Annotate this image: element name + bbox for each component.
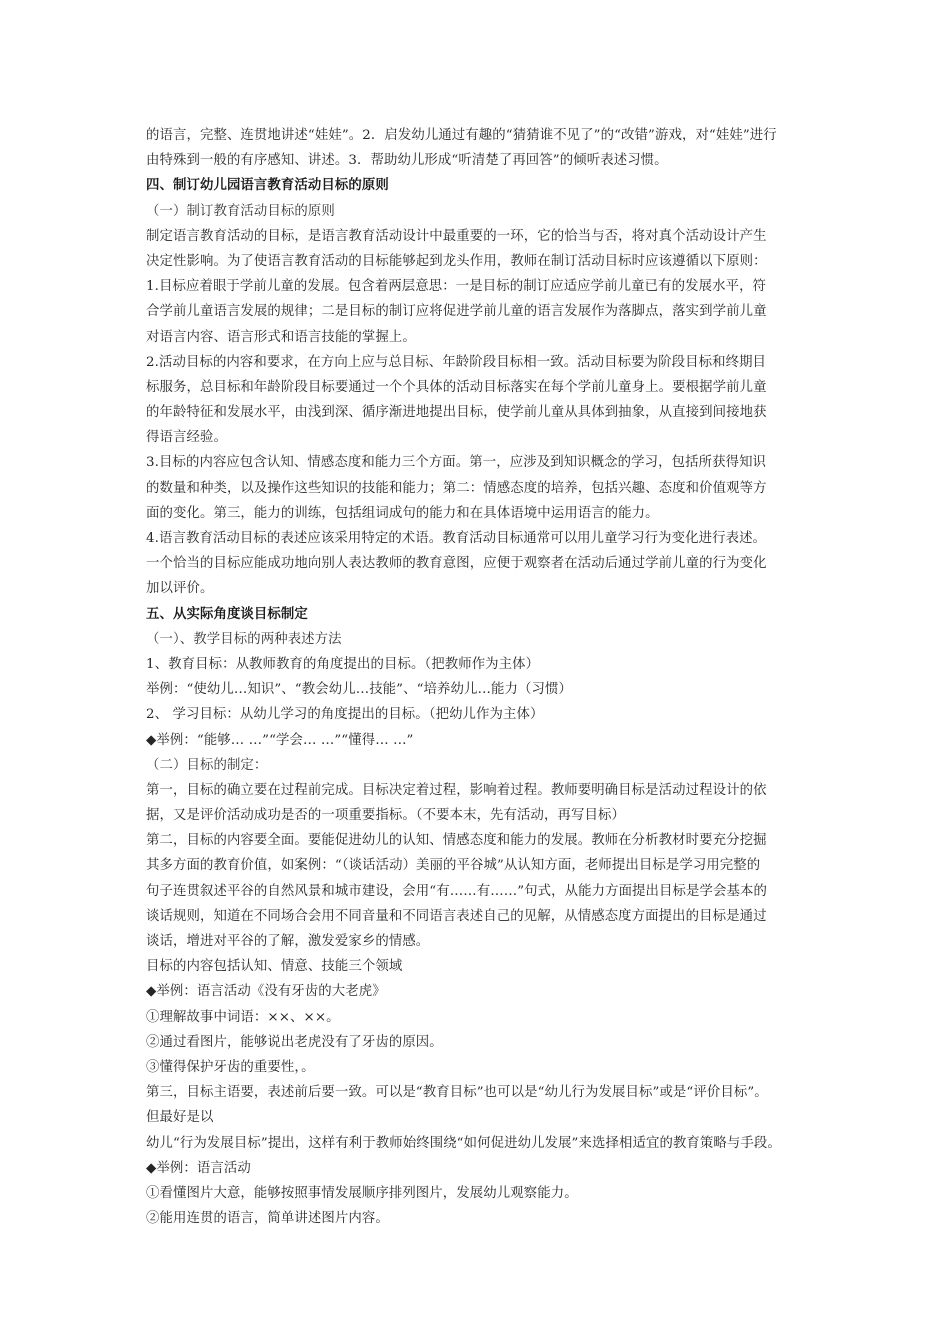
paragraph-line: 合学前儿童语言发展的规律；二是目标的制订应将促进学前儿童的语言发展作为落脚点，落实到学前儿童 [146,304,767,320]
list-item: ②能用连贯的语言，简单讲述图片内容。 [146,1211,389,1227]
document-page [146,123,806,1231]
paragraph-line: 3.目标的内容应包含认知、情感态度和能力三个方面。第一，应涉及到知识概念的学习，包括所获得知识 [146,455,767,471]
list-item: ③懂得保护牙齿的重要性，。 [146,1059,315,1075]
paragraph-line: 一个恰当的目标应能成功地向别人表达教师的教育意图，应便于观察者在活动后通过学前儿童的行为变化 [146,556,767,572]
paragraph-line: 加以评价。 [146,581,214,597]
paragraph-line: 2、 学习目标：从幼儿学习的角度提出的目标。（把幼儿作为主体） [146,707,544,723]
paragraph-line: 据，又是评价活动成功是否的一项重要指标。（不要本末，先有活动，再写目标） [146,808,625,824]
subsection-heading: （一）、教学目标的两种表述方法 [146,631,342,647]
subsection-heading: （二）目标的制定： [146,757,268,773]
paragraph-line: 第一，目标的确立要在过程前完成。目标决定着过程，影响着过程。教师要明确目标是活动过程设计的依 [146,782,767,798]
paragraph-line: 面的变化。第三，能力的训练，包括组词成句的能力和在具体语境中运用语言的能力。 [146,505,659,521]
paragraph-line: ◆举例：语言活动《没有牙齿的大老虎》 [146,984,386,1000]
paragraph-line: 决定性影响。为了使语言教育活动的目标能够起到龙头作用，教师在制订活动目标时应该遵循以下原则： [146,253,767,269]
section-heading: 四、制订幼儿园语言教育活动目标的原则 [146,178,389,194]
paragraph-line: ◆举例：“能够… …”“学会… …”“懂得… …” [146,732,414,748]
list-item: ②通过看图片，能够说出老虎没有了牙齿的原因。 [146,1034,443,1050]
section-heading: 五、从实际角度谈目标制定 [146,606,308,622]
paragraph-line: 谈话规则，知道在不同场合会用不同音量和不同语言表述自己的见解，从情感态度方面提出的目标是通过 [146,908,767,924]
paragraph-line: 但最好是以 [146,1110,214,1126]
paragraph-line: 2.活动目标的内容和要求，在方向上应与总目标、年龄阶段目标相一致。活动目标要为阶段目标和终期目 [146,354,767,370]
paragraph-line: 其多方面的教育价值，如案例：“（谈话活动）美丽的平谷城”从认知方面，老师提出目标是学习用完整的 [146,858,761,874]
paragraph-line: 1.目标应着眼于学前儿童的发展。包含着两层意思：一是目标的制订应适应学前儿童已有的发展水平，符 [146,279,767,295]
paragraph-line: 谈话，增进对平谷的了解，激发爱家乡的情感。 [146,934,430,949]
list-item: ①理解故事中词语：××、××。 [146,1009,340,1025]
paragraph-line: 对语言内容、语言形式和语言技能的掌握上。 [146,329,416,345]
paragraph-line: 得语言经验。 [146,430,227,446]
paragraph-line: 由特殊到一般的有序感知、讲述。3．帮助幼儿形成“听清楚了再回答”的倾听表述习惯。 [146,153,668,169]
paragraph-line: 句子连贯叙述平谷的自然风景和城市建设，会用“有……有……”句式，从能力方面提出目标是学会基本的 [146,883,767,899]
list-item: ①看懂图片大意，能够按照事情发展顺序排列图片，发展幼儿观察能力。 [146,1185,578,1201]
paragraph-line: 标服务，总目标和年龄阶段目标要通过一个个具体的活动目标落实在每个学前儿童身上。要根据学前儿童 [146,379,767,395]
paragraph-line: 的数量和种类，以及操作这些知识的技能和能力；第二：情感态度的培养，包括兴趣、态度和价值观等方 [146,480,767,496]
paragraph-line: 目标的内容包括认知、情意、技能三个领域 [146,959,403,975]
paragraph-line: 1、教育目标：从教师教育的角度提出的目标。（把教师作为主体） [146,656,540,672]
subsection-heading: （一）制订教育活动目标的原则 [146,203,335,219]
paragraph-line: 第二，目标的内容要全面。要能促进幼儿的认知、情感态度和能力的发展。教师在分析教材时要充分挖掘 [146,833,767,849]
paragraph-line: 第三，目标主语要，表述前后要一致。可以是“教育目标”也可以是“幼儿行为发展目标”或是“评价目标”。 [146,1085,768,1101]
paragraph-line: 举例：“使幼儿…知识”、“教会幼儿…技能”、“培养幼儿…能力（习惯） [146,682,572,698]
paragraph-line: 的语言，完整、连贯地讲述“娃娃”。2．启发幼儿通过有趣的“猜猜谁不见了”的“改错”游戏，对“娃娃”进行 [146,128,777,143]
paragraph-line: 的年龄特征和发展水平，由浅到深、循序渐进地提出目标，使学前儿童从具体到抽象，从直接到间接地获 [146,405,767,421]
paragraph-line: 幼儿“行为发展目标”提出，这样有利于教师始终围绕“如何促进幼儿发展”来选择相适宜的教育策略与手段。 [146,1135,781,1151]
paragraph-line: 4.语言教育活动目标的表述应该采用特定的术语。教育活动目标通常可以用儿童学习行为变化进行表述。 [146,531,767,546]
paragraph-line: ◆举例：语言活动 [146,1160,251,1176]
paragraph-line: 制定语言教育活动的目标，是语言教育活动设计中最重要的一环，它的恰当与否，将对真个活动设计产生 [146,228,767,244]
